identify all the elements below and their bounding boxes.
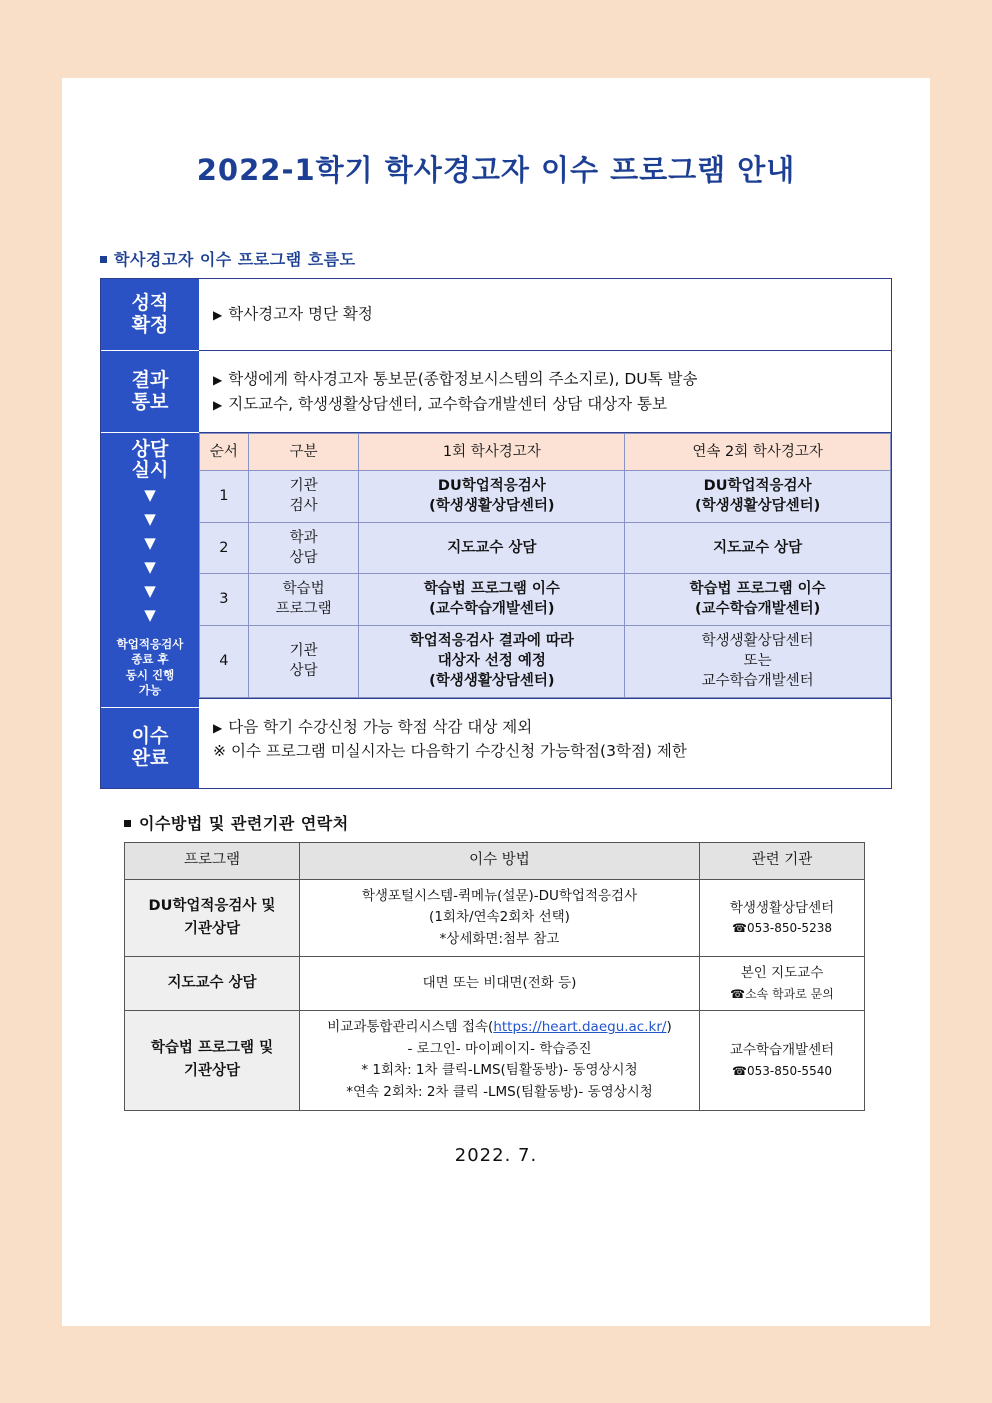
cell-order: 1 (200, 471, 249, 523)
flow-content-column (199, 279, 891, 788)
col-header-order: 순서 (200, 434, 249, 471)
cell-line: *상세화면:첨부 참고 (439, 930, 560, 947)
stage-note-line3: 동시 진행 (125, 667, 175, 682)
cell-first-warning (359, 522, 625, 574)
cell-line: 상담 (289, 549, 318, 566)
stage-note-line4: 가능 (138, 683, 162, 698)
cell-line: 학업적응검사 결과에 따라 (409, 632, 574, 649)
cell-first-warning (359, 574, 625, 626)
triangle-bullet-icon: ▶ (213, 397, 223, 412)
down-arrow-icon: ▼ (144, 581, 156, 600)
section-heading-flow-label: 학사경고자 이수 프로그램 흐름도 (114, 250, 356, 269)
cell-line: 대면 또는 비대면(전화 등) (422, 974, 577, 991)
stage-grade-confirm-line1: 성적 (131, 292, 169, 315)
table-row (125, 957, 865, 1011)
cell-second-warning (625, 625, 891, 697)
cell-line: 상담 (289, 663, 318, 680)
stage-completion (101, 708, 199, 788)
flow-row-text: 학사경고자 명단 확정 (228, 305, 373, 324)
cell-line: 대상자 선정 예정 (437, 653, 546, 670)
cell-phone: ☎소속 학과로 문의 (730, 986, 834, 1001)
cell-line: (학생생활상담센터) (694, 498, 821, 515)
flow-row-grade-confirm (199, 279, 891, 351)
col-header-category: 구분 (248, 434, 359, 471)
cell-line-prefix: 비교과통합관리시스템 접속( (327, 1019, 494, 1036)
flow-row-line (213, 715, 877, 739)
footer-date: 2022. 7. (454, 1144, 538, 1166)
cell-line: 학생포털시스템-퀵메뉴(설문)-DU학업적응검사 (361, 887, 638, 904)
cell-program (125, 879, 300, 957)
cell-method (300, 1011, 700, 1110)
table-row (125, 1011, 865, 1110)
table-row (200, 522, 891, 574)
cell-line: DU학업적응검사 (437, 478, 546, 494)
stage-result-notice-line2: 통보 (131, 390, 169, 413)
table-row (125, 879, 865, 957)
down-arrow-icon: ▼ (144, 509, 156, 528)
flow-row-line (213, 302, 877, 326)
flow-chart (100, 278, 892, 789)
cell-line: 본인 지도교수 (740, 965, 824, 982)
cell-line: 기관상담 (183, 920, 241, 937)
stage-counseling-line2: 실시 (131, 459, 169, 482)
stage-completion-line2: 완료 (131, 746, 169, 769)
cell-line: - 로그인- 마이페이지- 학습증진 (407, 1040, 592, 1057)
table-row (200, 625, 891, 697)
table-header-row (125, 842, 865, 879)
stage-grade-confirm-line2: 확정 (131, 313, 169, 336)
cell-line: (학생생활상담센터) (429, 498, 555, 515)
cell-phone: ☎053-850-5540 (732, 1063, 832, 1078)
col-header-second-warning: 연속 2회 학사경고자 (625, 434, 891, 471)
stage-completion-line1: 이수 (131, 725, 169, 748)
flow-row-text: 지도교수, 학생생활상담센터, 교수학습개발센터 상담 대상자 통보 (228, 394, 667, 413)
flow-row-text: 이수 프로그램 미실시자는 다음학기 수강신청 가능학점(3학점) 제한 (231, 741, 687, 760)
square-bullet-icon (100, 256, 107, 263)
contact-table (124, 842, 865, 1111)
square-bullet-icon (124, 820, 131, 827)
section-heading-contact (124, 811, 930, 834)
cell-line: 지도교수 상담 (167, 975, 257, 992)
cell-organization (700, 879, 865, 957)
cell-program (125, 957, 300, 1011)
cell-line-with-link (304, 1017, 695, 1039)
flow-stage-column (101, 279, 199, 788)
triangle-bullet-icon: ▶ (213, 720, 223, 735)
cell-second-warning (625, 574, 891, 626)
cell-line: (교수학습개발센터) (429, 601, 555, 618)
cell-line: (교수학습개발센터) (694, 601, 821, 618)
cell-line: 교수학습개발센터 (729, 1041, 835, 1058)
col-header-first-warning: 1회 학사경고자 (359, 434, 625, 471)
cell-order: 2 (200, 522, 249, 574)
down-arrow-group (144, 485, 156, 624)
cell-line: 기관상담 (183, 1063, 241, 1080)
cell-line: 교수학습개발센터 (701, 673, 814, 690)
flow-row-text: 다음 학기 수강신청 가능 학점 삭감 대상 제외 (228, 717, 533, 736)
table-row (200, 471, 891, 523)
document-page (62, 78, 930, 1326)
cell-line: 지도교수 상담 (447, 539, 537, 556)
cell-line: 또는 (743, 653, 772, 670)
cell-category (248, 522, 359, 574)
flow-row-line (213, 739, 877, 763)
stage-counseling-line1: 상담 (131, 438, 169, 460)
stage-note (117, 637, 184, 699)
cell-line: (학생생활상담센터) (429, 673, 555, 690)
flow-row-line (213, 392, 877, 416)
flow-row-text: 학생에게 학사경고자 통보문(종합정보시스템의 주소지로), DU톡 발송 (228, 370, 698, 389)
cell-line: 학습법 프로그램 이수 (689, 581, 826, 598)
section-heading-flow (100, 247, 930, 270)
cell-organization (700, 1011, 865, 1110)
cell-order: 4 (200, 625, 249, 697)
cell-line: DU학업적응검사 (703, 478, 812, 494)
cell-organization (700, 957, 865, 1011)
cell-line: 학생생활상담센터 (729, 899, 835, 916)
down-arrow-icon: ▼ (144, 485, 156, 504)
counseling-table (199, 433, 891, 698)
down-arrow-icon: ▼ (144, 533, 156, 552)
cell-line: 기관 (289, 478, 318, 494)
cell-phone: ☎053-850-5238 (732, 921, 832, 936)
stage-grade-confirm (101, 279, 199, 351)
col-header-organization: 관련 기관 (700, 842, 865, 879)
down-arrow-icon: ▼ (144, 605, 156, 624)
stage-result-notice (101, 351, 199, 433)
flow-row-result-notice (199, 351, 891, 433)
table-row (200, 574, 891, 626)
cell-line: 학생생활상담센터 (701, 632, 814, 649)
table-header-row (200, 434, 891, 471)
cell-line: 학습법 프로그램 이수 (423, 581, 560, 598)
stage-note-line1: 학업적응검사 (116, 636, 184, 651)
flow-row-completion (199, 699, 891, 779)
cell-category (248, 471, 359, 523)
cell-line: DU학업적응검사 및 (148, 897, 276, 914)
flow-row-line (213, 367, 877, 391)
col-header-method: 이수 방법 (300, 842, 700, 879)
cell-line: 검사 (289, 498, 318, 515)
page-title: 2022-1학기 학사경고자 이수 프로그램 안내 (196, 153, 796, 187)
cell-line: 기관 (289, 642, 318, 659)
cell-line: 학습법 프로그램 및 (150, 1040, 274, 1057)
cell-line: 학습법 (282, 581, 325, 598)
section-heading-contact-label: 이수방법 및 관련기관 연락처 (139, 813, 349, 833)
down-arrow-icon: ▼ (144, 557, 156, 576)
cell-line: (1회차/연속2회차 선택) (429, 909, 570, 926)
counseling-table-wrapper (199, 433, 891, 699)
cell-line: 프로그램 (275, 601, 332, 618)
stage-note-line2: 종료 후 (131, 652, 169, 667)
cell-line: *연속 2회차: 2차 클릭 -LMS(팀활동방)- 동영상시청 (346, 1083, 653, 1100)
cell-method (300, 957, 700, 1011)
cell-method (300, 879, 700, 957)
stage-result-notice-line1: 결과 (131, 369, 169, 392)
cell-order: 3 (200, 574, 249, 626)
cell-second-warning (625, 471, 891, 523)
cell-program (125, 1011, 300, 1110)
reference-mark-icon: ※ (213, 741, 226, 760)
cell-second-warning (625, 522, 891, 574)
cell-category (248, 574, 359, 626)
cell-line: * 1회차: 1차 클릭-LMS(팀활동방)- 동영상시청 (361, 1062, 638, 1079)
cell-first-warning (359, 471, 625, 523)
stage-counseling (101, 433, 199, 708)
triangle-bullet-icon: ▶ (213, 308, 223, 323)
heart-system-link[interactable]: https://heart.daegu.ac.kr/ (493, 1019, 667, 1036)
cell-line: 지도교수 상담 (713, 539, 803, 556)
cell-line-suffix: ) (666, 1019, 672, 1036)
col-header-program: 프로그램 (125, 842, 300, 879)
cell-first-warning (359, 625, 625, 697)
cell-category (248, 625, 359, 697)
triangle-bullet-icon: ▶ (213, 373, 223, 388)
cell-line: 학과 (289, 529, 318, 546)
